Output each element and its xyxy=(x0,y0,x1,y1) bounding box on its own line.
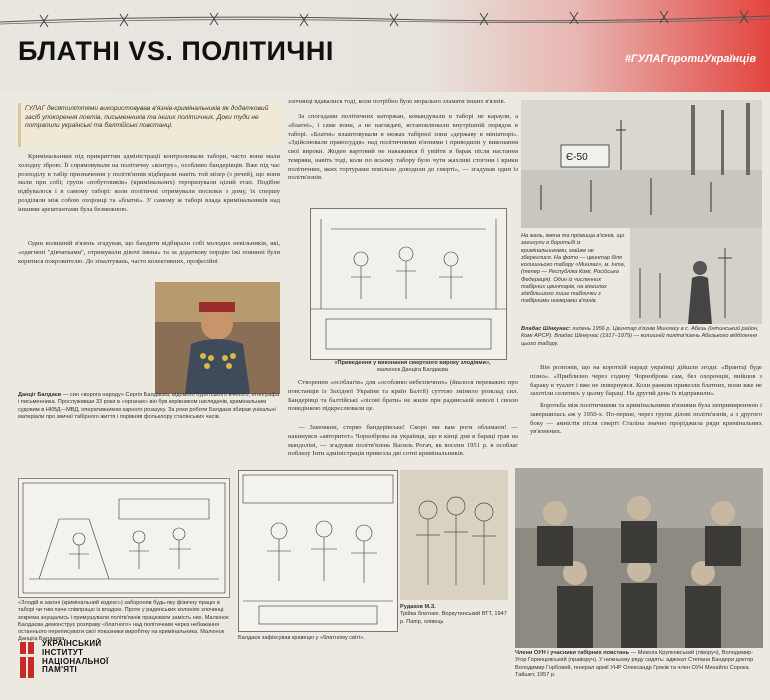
paragraph: Один колишній в'язень згадував, що бандити відбирали собі молодих невільників, які, «одягнені "дівчатками", отримували дівочі імена» та за додаткову порцію їжі повинні були коритися покровителю. До зґвалтувань, часто колективних, професійні xyxy=(18,240,280,265)
caption-text: малюнок Данціга Балдаєва xyxy=(377,367,448,374)
oun-caption xyxy=(515,650,763,679)
paragraph: Створення «особлагів» для «особливо небезпечних» (йшлося переважно про повстанців із Західної України та країн Балтії) суттєво змінило розклад сил. Бандерівці та балтійські «лісові брати» не жили при радянській неволі і своєю поведінкою підкреслювали це. xyxy=(288,379,518,413)
caption-text: липень 1956 р. Цвинтар в'язнів Минлагу в с. Абезь (Інтинський район, Комі АРСР). Владас Шінкунас (1917–1979) — колишній політв'язень Абезького відділення цього табору. xyxy=(521,326,759,347)
uinp-logo-icon xyxy=(18,640,38,680)
shinkunas-photo xyxy=(630,228,762,324)
lead-text: ГУЛАГ десятиліттями використовував в'язнів-кримінальників як додатковий засіб упокорення поетів, письменників та інших політичних. Доки туди не потрапили українські та балтійські повстанці. xyxy=(18,103,280,147)
baldaev-caption xyxy=(18,392,280,421)
shinkunas-caption xyxy=(521,326,762,348)
caption-title: Рудаков М.З. xyxy=(400,604,436,610)
caption-title: Владас Шінкунас: xyxy=(521,326,571,332)
hashtag: #ГУЛАГпротиУкраїнців xyxy=(624,53,756,65)
caption-text: Проте у радянських колоніях злочинці зокрема знущались і примушували політв'язнів працювати замість них. Малюнок Балдаєва демонструє розправу «блатного» над політичним через небажання останнього переписувати свої показники виробітку на кримінальника. Малюнок Данціга Балдаєва xyxy=(18,607,229,643)
institute-line: НАЦІОНАЛЬНОЇ xyxy=(42,656,109,666)
paragraph: Кримінальники під прикриттям адміністрації контролювали табори, часто вони мали холодну зброю. Її спрямовували на політичну «контру», особливо бандерівців. Вже під час розподілу в табір призначення у політв'язнів відбирали навіть той мізер (з речей), що вони мали при собі; групи «побутовиків» (кримінальних) тероризували цілий етап. Подібне відбувалося і в самому таборі: коли політичні отримували посилки з дому, їх спершу розділяли між собою охоронці та «блатні». У самому ж таборі влада кримінальників над іншими арештантами була безмежною. xyxy=(18,153,280,213)
page-title: БЛАТНІ VS. ПОЛІТИЧНІ xyxy=(18,36,334,66)
paragraph: Він розповів, що на короткій нараді українці дійшли згоди: «Врантці буде пізно». «Приблизно через годину Чорноброва сам, без охоронців, вийшов з бараку в туалет і вже не повернувся. Коли ранком привезли блатних, вони вже не захотіли селитись у цьому бараці. На другий день їх відправили». xyxy=(530,364,762,398)
institute-line: УКРАЇНСЬКИЙ xyxy=(42,639,102,648)
caption-text: — Микола Крупковський (ліворуч), Володимир-Угор Горинцовський (праворуч). У нижньому ряду сидять: адвокат Степана Бандери доктор Володимир Горбовий, генерал армії УНР Олександр Греків та член ОУН Михайло Сорока. Тайшет, 1957 р. xyxy=(515,650,754,678)
barbed-wire-icon xyxy=(0,6,770,32)
shinkunas-note: На жаль, імена та прізвища в'язнів, що загинули в боротьбі із кримінальниками, майже не збереглися. На фото — цвинтар біля колишнього табору «Минлаг», м. Інта, (тепер — Республіка Комі, Російська Федерація). Один із численних табірних цвинтарів, на могилах здебільшого лише таблички з табірними номерами в'язнів. xyxy=(521,233,626,305)
forbidden-drawing xyxy=(18,478,230,598)
rudakov-caption xyxy=(400,604,510,626)
caption-text: — син «ворога народу» Сергія Балдаєва, відомого бурятського вченого, етнографа і письменника. Прослуживши 33 роки в «органах» він був керівником наглядачів, кримінальним судовим в НКВД—МВД, оперативником карного розшуку. За роки роботи Балдаєв збирав унікальні матеріали про звичаї табірного життя і порівняв фольклору сталінських часів. xyxy=(18,392,280,420)
caption-title: «Приведення у виконання смертного вироку злодіями», xyxy=(334,360,491,366)
institute-line: ІНСТИТУТ xyxy=(42,647,84,657)
caption-title: Данціг Балдаєв xyxy=(18,392,62,398)
blatnoi-drawing xyxy=(238,470,398,632)
baldaev-photo xyxy=(155,282,280,394)
cemetery-photo xyxy=(521,100,762,228)
execution-caption xyxy=(310,360,515,375)
oun-group-photo xyxy=(515,468,763,648)
institute-name xyxy=(42,640,109,675)
paragraph: злочинці вдавалися тоді, коли потрібно було морально зламати інших в'язнів. xyxy=(288,98,506,105)
rudakov-drawing xyxy=(400,470,508,600)
institute-line: ПАМ'ЯТІ xyxy=(42,665,78,675)
forbidden-caption xyxy=(18,600,233,644)
paragraph: — Замовкни, стерво бандерівське! Скоро ми вам роги обламаєм! — накинувся «авторитет» Чорноброва на українця, що в кінці дня в бараці грав на мандоліні, — згадував політв'язень Василь Рогач, як восени 1951 р. в особлаг поблизу Інти адміністрація привезла дві сотні кримінальників. xyxy=(288,424,518,458)
svg-text:Є-50: Є-50 xyxy=(566,152,588,163)
blatnoi-caption: Балдаєв зафіксував кравецю у «блатному світі». xyxy=(238,635,365,641)
caption-text: Трійка блатних. Воркутинський ВТТ, 1947 р. Папір, олівець xyxy=(400,611,507,625)
execution-drawing xyxy=(310,208,507,360)
caption-title: «Злодій в законі (кримінальний кодекс») забороняв будь-яку фізичну працю в таборі чи тим паче співпрацю із владою. xyxy=(18,600,220,614)
paragraph: Боротьба між політичними та кримінальними в'язнями була непримиренною і завершилась аж у 1950-х. По-перше, через групи ділові політв'язнів, а з другого боку — амністія після смерті Сталіна значно проріджила ряди кримінальних ув'язнених. xyxy=(530,402,762,436)
caption-title: Члени ОУН і учасники табірних повстань xyxy=(515,650,630,656)
paragraph: За спогадами політичних каторжан, командували в таборі не караули, а «блатні», і саме вони, а не наглядачі, встановлювали внутрішній порядок в таборі. «Блатні» влаштовували в межах табірної зони «державу в мініатюрі». «Здійснювали правосуддя» над політичними в'язнями і приводили у виконання свої вироки. Жоден вартовий не наважився б увійти в барак після настання темряви, навіть тоді, коли по всьому табору було чути жахливі стогони і крики політичних, яких тортурами повільно доводили до смерті», — згадував один із політв'язнів. xyxy=(288,113,518,182)
